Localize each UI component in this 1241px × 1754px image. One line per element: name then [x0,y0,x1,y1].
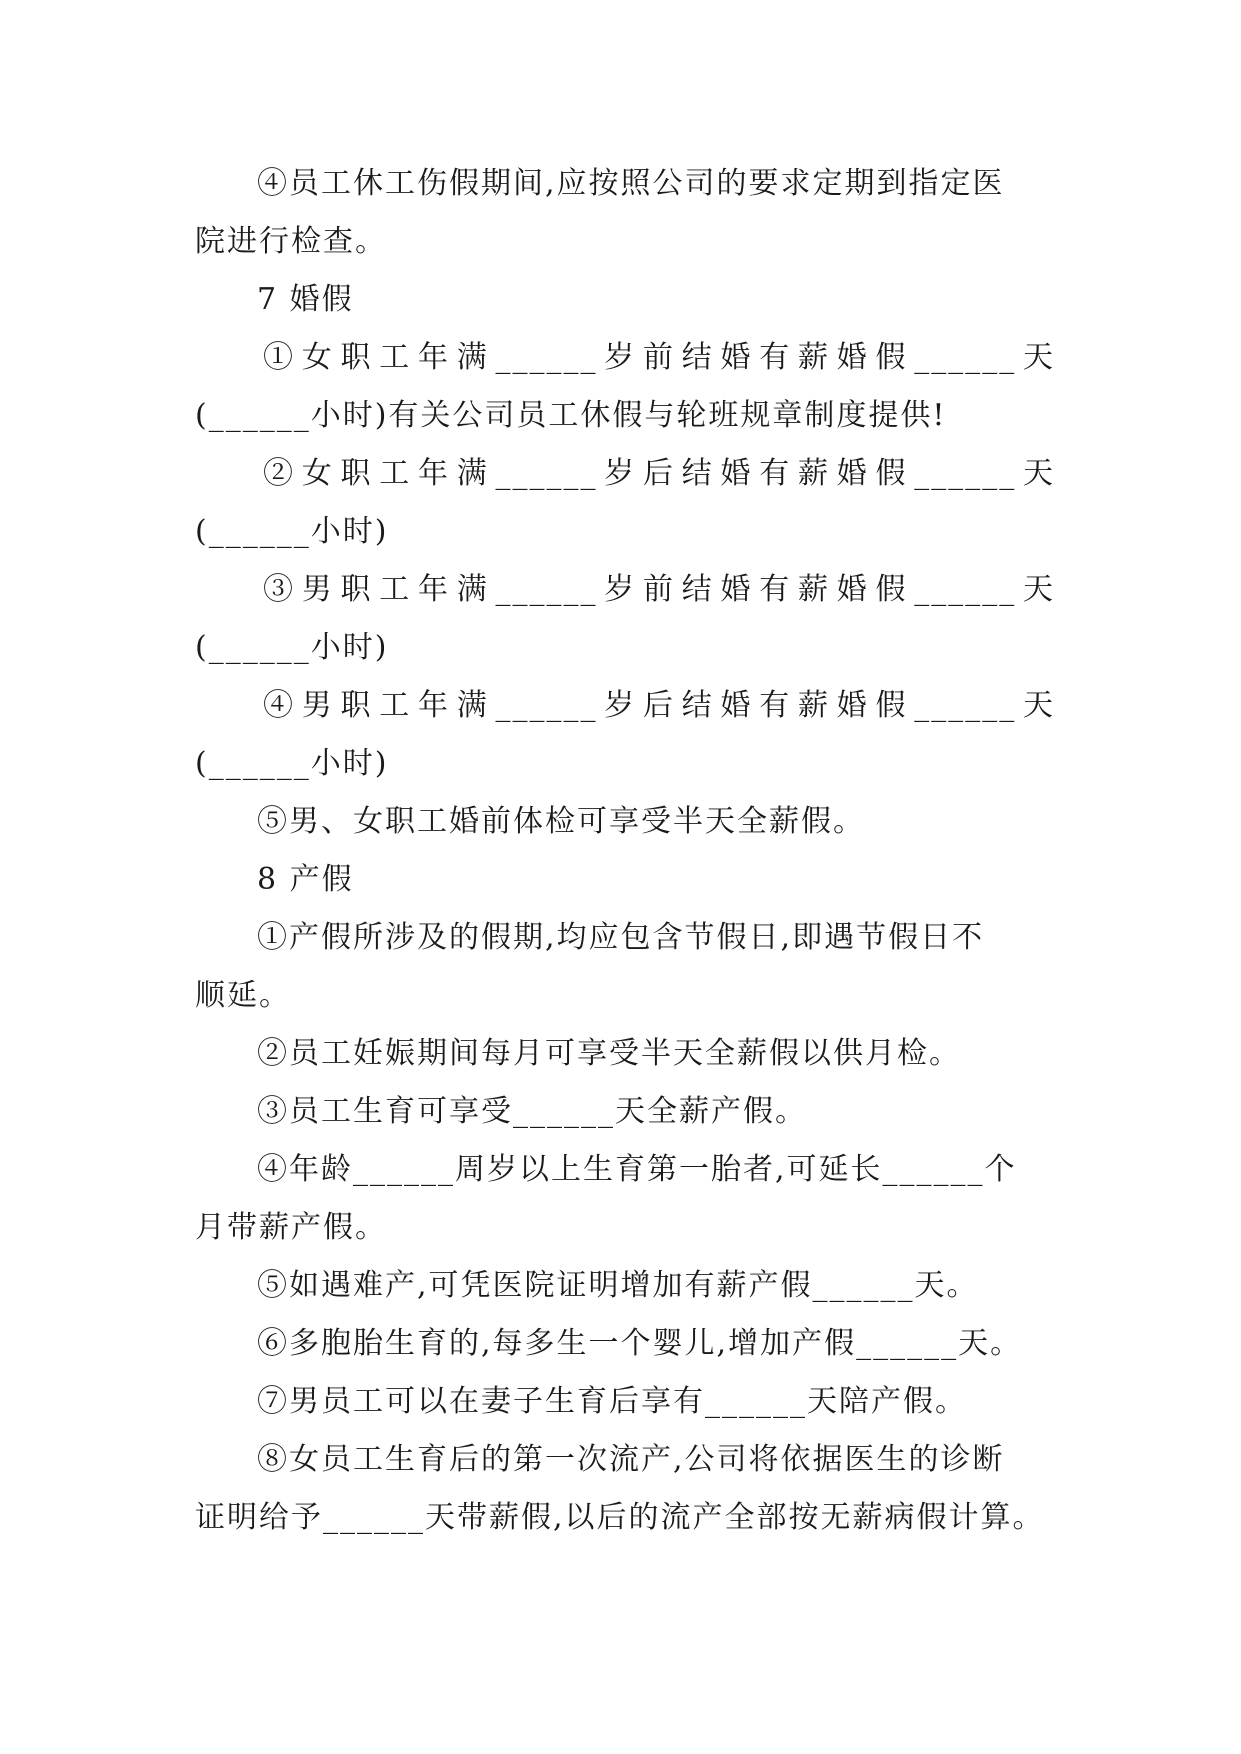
paragraph-line: (______小时)有关公司员工休假与轮班规章制度提供! [195,398,947,433]
document-body [195,155,1055,1547]
paragraph-line: ④年龄______周岁以上生育第一胎者,可延长______个 [257,1152,1017,1187]
paragraph-line: ⑤如遇难产,可凭医院证明增加有薪产假______天。 [257,1268,979,1303]
paragraph-line: 顺延。 [195,978,291,1013]
paragraph-line: 证明给予______天带薪假,以后的流产全部按无薪病假计算。 [195,1500,1045,1535]
paragraph-line: 院进行检查。 [195,224,387,259]
paragraph-line: ③员工生育可享受______天全薪产假。 [257,1094,807,1129]
paragraph-line: ③男职工年满______岁前结婚有薪婚假______天 [263,572,1055,607]
paragraph-line: (______小时) [195,514,389,549]
paragraph-line: ①女职工年满______岁前结婚有薪婚假______天 [263,340,1055,375]
paragraph-line: ④员工休工伤假期间,应按照公司的要求定期到指定医 [257,166,1005,201]
paragraph-line: ⑤男、女职工婚前体检可享受半天全薪假。 [257,804,865,839]
paragraph-line: ⑥多胞胎生育的,每多生一个婴儿,增加产假______天。 [257,1326,1023,1361]
paragraph-line: ②女职工年满______岁后结婚有薪婚假______天 [263,456,1055,491]
paragraph-line: ⑦男员工可以在妻子生育后享有______天陪产假。 [257,1384,967,1419]
paragraph-line: ②员工妊娠期间每月可享受半天全薪假以供月检。 [257,1036,961,1071]
paragraph-line: ①产假所涉及的假期,均应包含节假日,即遇节假日不 [257,920,985,955]
section-heading-maternity-leave: 8 产假 [257,862,354,897]
paragraph-line: ④男职工年满______岁后结婚有薪婚假______天 [263,688,1055,723]
section-heading-marriage-leave: 7 婚假 [257,282,354,317]
paragraph-line: ⑧女员工生育后的第一次流产,公司将依据医生的诊断 [257,1442,1005,1477]
paragraph-line: (______小时) [195,630,389,665]
paragraph-line: (______小时) [195,746,389,781]
paragraph-line: 月带薪产假。 [195,1210,387,1245]
